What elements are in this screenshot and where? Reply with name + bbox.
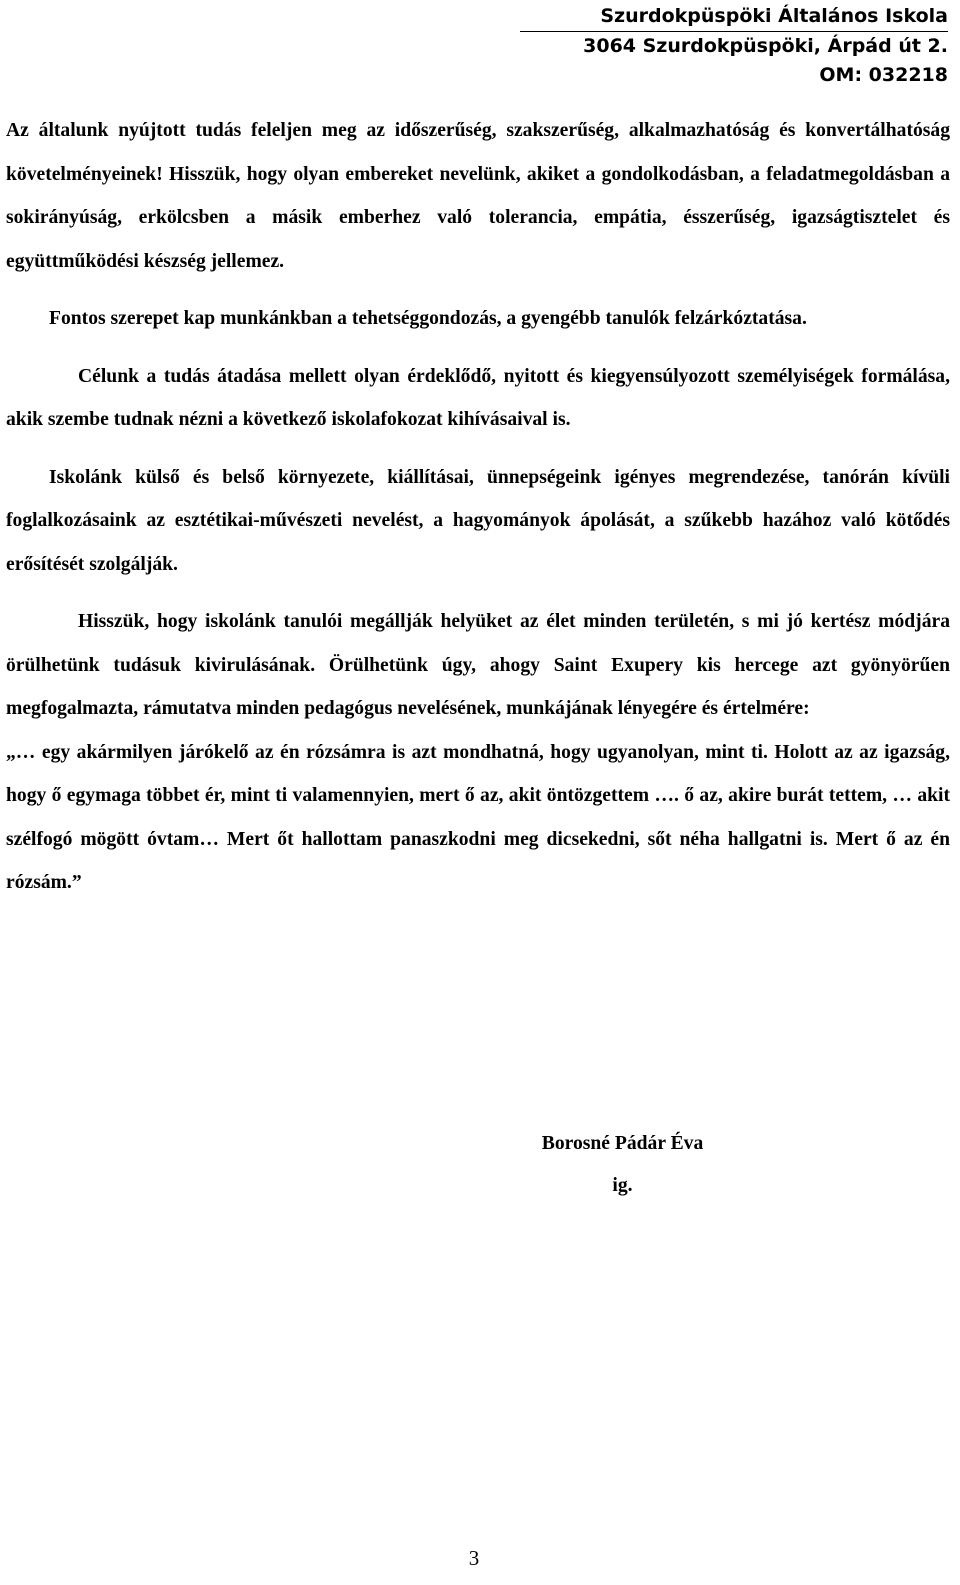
page-number (0, 1546, 950, 1571)
paragraph-environment: Iskolánk külső és belső környezete, kiállításai, ünnepségeink igényes megrendezése, tanórán kívüli foglalkozásaink az esztétikai-művészeti nevelést, a hagyományok ápolását, a szűkebb hazához való kötődés erősítését szolgálják. (6, 466, 950, 575)
paragraph-quote: „… egy akármilyen járókelő az én rózsámra is azt mondhatná, hogy ugyanolyan, mint ti. Holott az az igazság, hogy ő egymaga többet ér, mint ti valamennyien, mert ő az, akit öntözgettem …. ő az, akire burát tettem, … akit szélfogó mögött óvtam… Mert őt hallottam panaszkodni meg dicsekedni, sőt néha hallgatni is. Mert ő az én rózsám.” (6, 741, 950, 893)
signature-name: Borosné Pádár Éva (541, 1133, 704, 1154)
signature-block (520, 1123, 725, 1207)
signature-title: ig. (612, 1175, 633, 1196)
school-name: Szurdokpüspöki Általános Iskola (520, 2, 948, 32)
paragraph-belief: Hisszük, hogy iskolánk tanulói megállják helyüket az élet minden területén, s mi jó kertész módjára örülhetünk tudásuk kivirulásának. Örülhetünk úgy, ahogy Saint Exupery kis hercege azt gyönyörűen megfogalmazta, rámutatva minden pedagógus nevelésének, munkájának lényegére és értelmére: (6, 611, 950, 719)
document-body (6, 109, 950, 919)
page-number-value: 3 (468, 1546, 480, 1570)
paragraph-talent-care: Fontos szerepet kap munkánkban a tehetséggondozás, a gyengébb tanulók felzárkóztatása. (49, 308, 807, 329)
school-address: 3064 Szurdokpüspöki, Árpád út 2. (583, 35, 948, 57)
paragraph-goals: Célunk a tudás átadása mellett olyan érdeklődő, nyitott és kiegyensúlyozott személyiségek formálása, akik szembe tudnak nézni a következő iskolafokozat kihívásaival is. (6, 365, 950, 430)
om-identifier: OM: 032218 (819, 64, 948, 86)
document-header (520, 2, 948, 90)
paragraph-mission: Az általunk nyújtott tudás feleljen meg az időszerűség, szakszerűség, alkalmazhatóság és konvertálhatóság követelményeinek! Hisszük, hogy olyan embereket nevelünk, akiket a gondolkodásban, a feladatmegoldásban a sokirányúság, erkölcsben a másik emberhez való tolerancia, empátia, ésszerűség, igazságtisztelet és együttműködési készség jellemez. (6, 120, 950, 272)
